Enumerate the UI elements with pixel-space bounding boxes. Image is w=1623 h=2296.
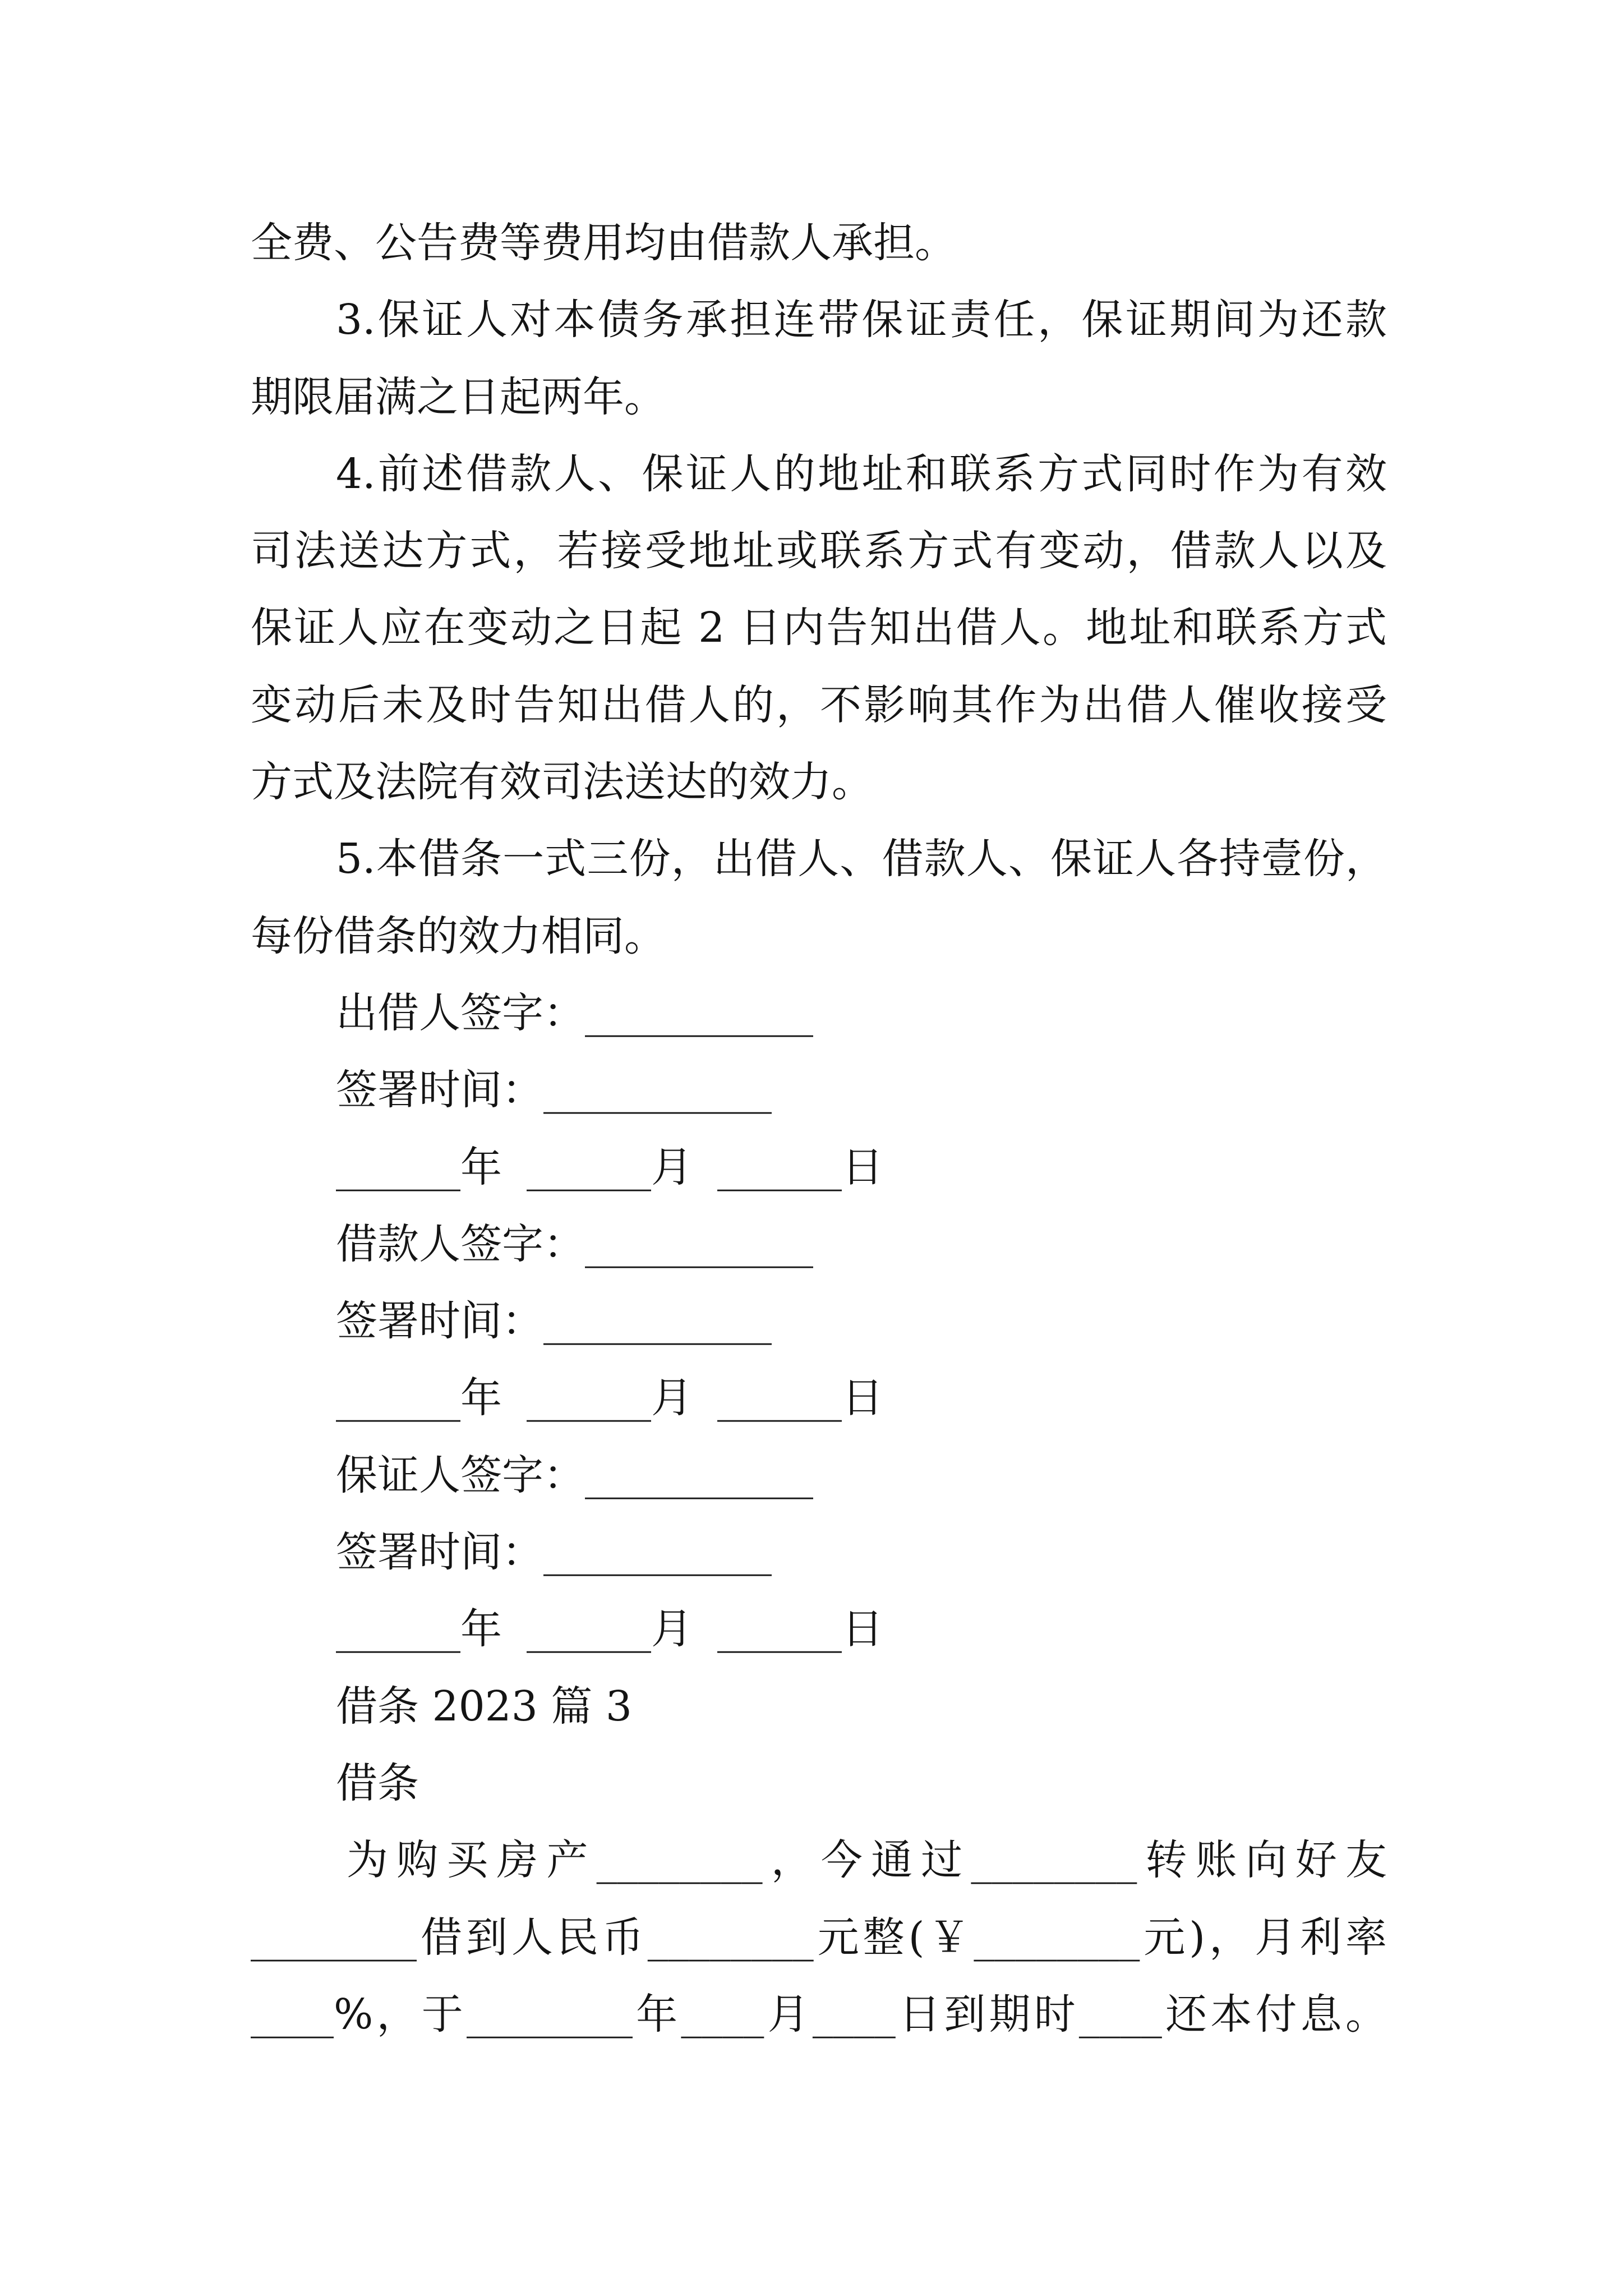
borrower-day-blank: ______ [717,1374,842,1423]
lender-signature-line [251,975,1387,1052]
lender-month-blank: ______ [527,1143,651,1191]
guarantor-year-label: 年 [460,1605,502,1654]
guarantor-sign-time-line [251,1514,1387,1591]
clause-4-line-1: 4.前述借款人、保证人的地址和联系方式同时作为有效 [336,449,1387,498]
guarantor-signature-line [251,1437,1387,1514]
loan-body-line-1: 为购买房产________，今通过________转账向好友 [347,1836,1387,1885]
borrower-day-label: 日 [842,1374,883,1423]
guarantor-month-label: 月 [651,1605,693,1654]
document-title: 借条 [336,1759,419,1807]
borrower-signature-blank: ___________ [585,1220,813,1268]
document-body [251,205,1387,2053]
lender-year-blank: ______ [336,1143,460,1191]
guarantor-date-line [251,1591,1387,1668]
guarantor-day-label: 日 [842,1605,883,1654]
clause-5-line-1: 5.本借条一式三份，出借人、借款人、保证人各持壹份， [336,835,1387,884]
clause-4-line-3: 保证人应在变动之日起 2 日内告知出借人。地址和联系方式 [251,604,1387,652]
clause-3-line-1: 3.保证人对本债务承担连带保证责任，保证期间为还款 [336,296,1387,344]
lender-year-label: 年 [460,1143,502,1191]
lender-day-blank: ______ [717,1143,842,1191]
loan-body-line-2: ________借到人民币________元整(￥________元)，月利率 [251,1913,1387,1962]
clause-4-line-5: 方式及法院有效司法送达的效力。 [251,758,873,807]
lender-signature-label: 出借人签字： [336,988,585,1037]
guarantor-signature-blank: ___________ [585,1451,813,1499]
guarantor-day-blank: ______ [717,1605,842,1654]
clause-2-tail-line: 全费、公告费等费用均由借款人承担。 [251,219,956,267]
borrower-signature-line [251,1206,1387,1283]
section-heading: 借条 2023 篇 3 [336,1682,632,1731]
lender-month-label: 月 [651,1143,693,1191]
guarantor-sign-time-label: 签署时间： [336,1528,543,1577]
borrower-signature-label: 借款人签字： [336,1220,585,1268]
borrower-sign-time-blank: ___________ [543,1297,772,1346]
lender-day-label: 日 [842,1143,883,1191]
guarantor-sign-time-blank: ___________ [543,1528,772,1577]
guarantor-month-blank: ______ [527,1605,651,1654]
lender-signature-blank: ___________ [585,988,813,1037]
borrower-sign-time-line [251,1283,1387,1360]
clause-3-line-2: 期限届满之日起两年。 [251,372,666,421]
lender-sign-time-blank: ___________ [543,1066,772,1115]
borrower-date-line [251,1360,1387,1437]
borrower-year-label: 年 [460,1374,502,1423]
clause-4-line-4: 变动后未及时告知出借人的，不影响其作为出借人催收接受 [251,680,1387,729]
guarantor-signature-label: 保证人签字： [336,1451,585,1499]
clause-5-line-2: 每份借条的效力相同。 [251,912,666,960]
loan-body-line-3: ____%，于________年____月____日到期时____还本付息。 [251,1990,1387,2039]
lender-sign-time-label: 签署时间： [336,1066,543,1115]
borrower-month-label: 月 [651,1374,693,1423]
borrower-month-blank: ______ [527,1374,651,1423]
clause-4-line-2: 司法送达方式，若接受地址或联系方式有变动，借款人以及 [251,527,1387,576]
lender-sign-time-line [251,1052,1387,1129]
borrower-year-blank: ______ [336,1374,460,1423]
guarantor-year-blank: ______ [336,1605,460,1654]
borrower-sign-time-label: 签署时间： [336,1297,543,1346]
lender-date-line [251,1129,1387,1206]
